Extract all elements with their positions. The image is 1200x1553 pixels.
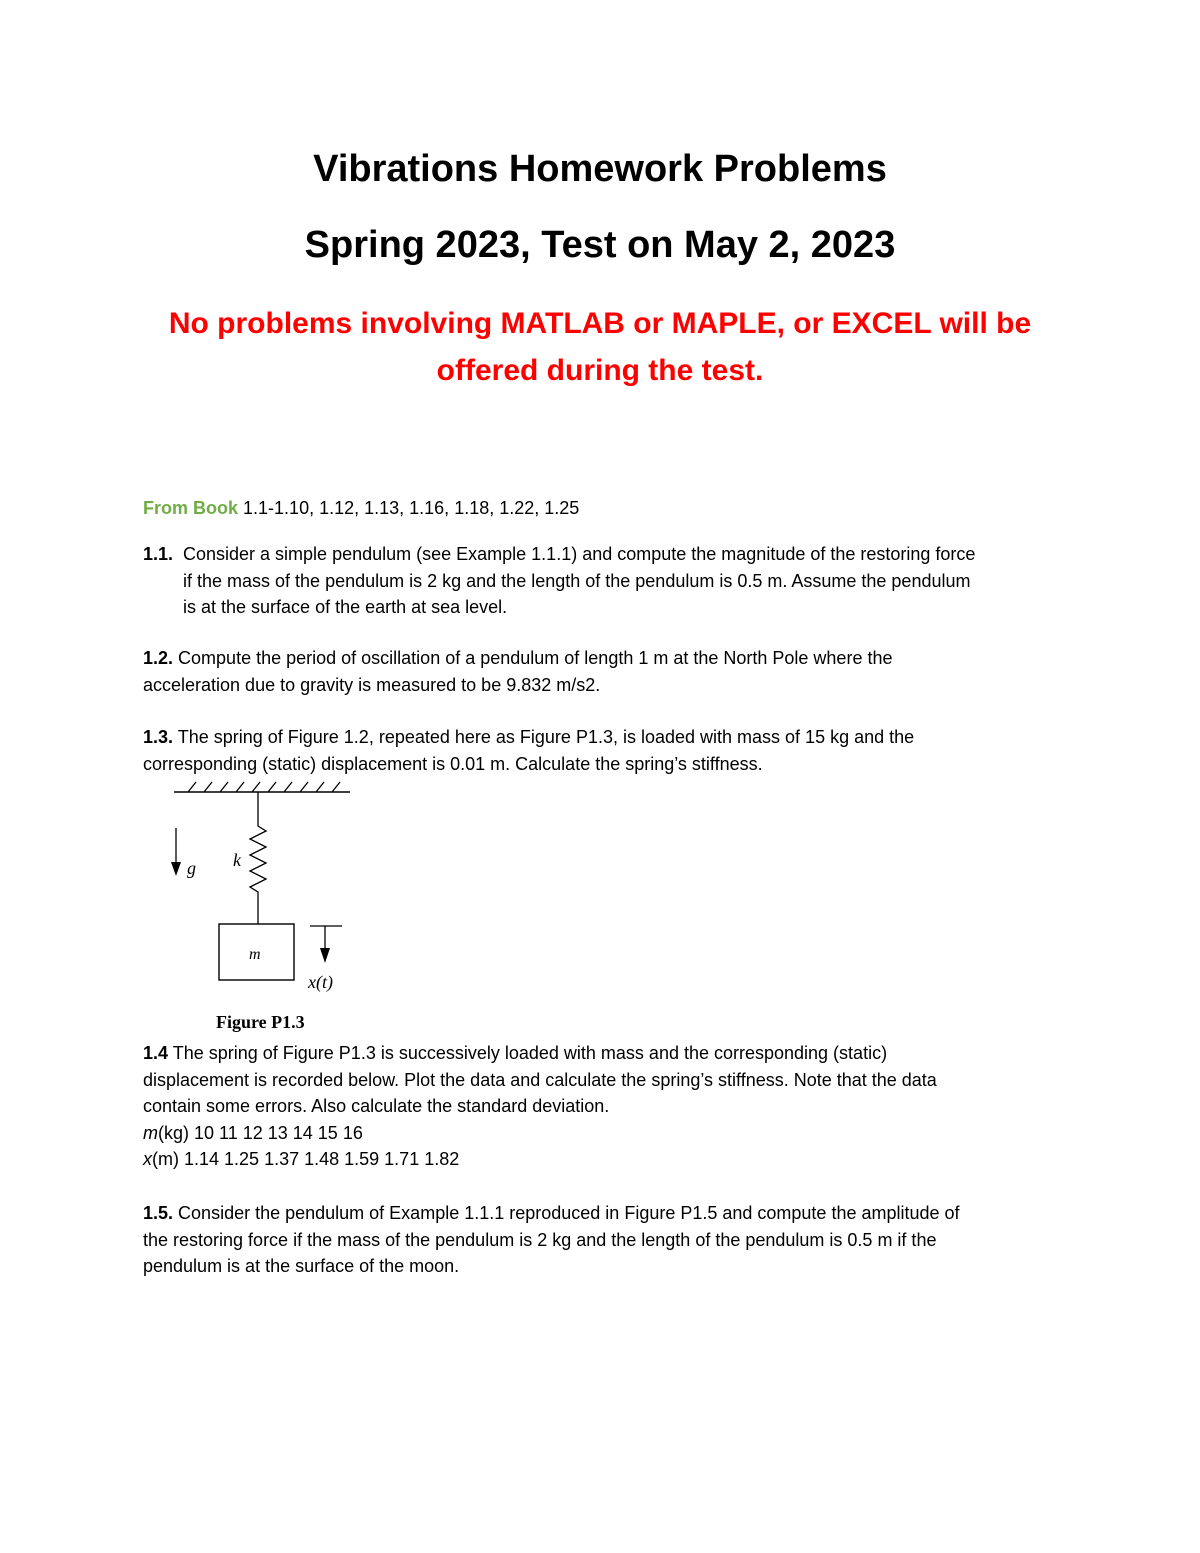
problem-text-line: if the mass of the pendulum is 2 kg and the length of the pendulum is 0.5 m. Assume the pendulum — [183, 570, 971, 591]
problem-number: 1.4 — [143, 1043, 169, 1063]
problem-text-line: contain some errors. Also calculate the standard deviation. — [143, 1096, 610, 1116]
problem-1-1 — [143, 541, 1063, 621]
gravity-arrow-head — [171, 862, 181, 876]
problem-text-line: The spring of Figure 1.2, repeated here as Figure P1.3, is loaded with mass of 15 kg and the — [177, 727, 915, 747]
from-book-label: From Book — [143, 498, 239, 518]
m-label: m — [249, 946, 261, 963]
mass-values: 10 11 12 13 14 15 16 — [194, 1122, 363, 1143]
mass-data-row — [143, 1120, 1063, 1147]
k-label: k — [233, 850, 241, 870]
warning-line-2: offered during the test. — [436, 354, 764, 387]
problem-number: 1.5. — [143, 1203, 174, 1223]
test-warning — [140, 300, 1060, 394]
displacement-unit: (m) — [152, 1149, 179, 1169]
problem-text-line: The spring of Figure P1.3 is successively loaded with mass and the corresponding (static) — [172, 1043, 888, 1063]
problem-1-5 — [143, 1200, 1063, 1280]
problem-text-line: corresponding (static) displacement is 0.01 m. Calculate the spring’s stiffness. — [143, 753, 763, 774]
problem-1-4 — [143, 1040, 1063, 1173]
displacement-variable: x — [143, 1149, 152, 1169]
displacement-values: 1.14 1.25 1.37 1.48 1.59 1.71 1.82 — [184, 1149, 460, 1169]
displacement-data-row — [143, 1146, 1063, 1173]
displacement-arrow-head — [320, 948, 330, 963]
figure-caption: Figure P1.3 — [216, 1012, 305, 1032]
page-title: Vibrations Homework Problems — [313, 148, 887, 190]
ceiling-hatch — [188, 782, 340, 792]
problem-text-line: is at the surface of the earth at sea level. — [183, 597, 508, 617]
spring — [250, 792, 266, 924]
x-label: x(t) — [308, 972, 333, 992]
figure-p1-3 — [160, 778, 390, 1045]
mass-variable: m — [143, 1122, 158, 1143]
problem-number: 1.3. — [143, 727, 174, 747]
spring-mass-diagram — [160, 778, 390, 1040]
problem-1-2 — [143, 645, 1063, 698]
problem-text-line: Consider a simple pendulum (see Example 1.1.1) and compute the magnitude of the restoring force — [183, 544, 976, 564]
problem-text-line: the restoring force if the mass of the pendulum is 2 kg and the length of the pendulum is 0.5 m if the — [143, 1229, 937, 1250]
problem-text-line: Compute the period of oscillation of a pendulum of length 1 m at the North Pole where the — [178, 648, 893, 668]
problem-text-line: Consider the pendulum of Example 1.1.1 reproduced in Figure P1.5 and compute the amplitude of — [178, 1203, 960, 1223]
g-label: g — [187, 858, 196, 878]
problem-number: 1.2. — [143, 648, 174, 668]
from-book-line — [143, 495, 1063, 522]
from-book-list: 1.1-1.10, 1.12, 1.13, 1.16, 1.18, 1.22, 1.25 — [243, 498, 580, 518]
problem-text-line: displacement is recorded below. Plot the data and calculate the spring’s stiffness. Note that the data — [143, 1069, 937, 1090]
problem-text-line: pendulum is at the surface of the moon. — [143, 1256, 460, 1276]
problem-text-line: acceleration due to gravity is measured to be 9.832 m/s2. — [143, 674, 601, 695]
mass-unit: (kg) — [158, 1122, 189, 1143]
problem-number: 1.1. — [143, 544, 174, 564]
problem-1-3 — [143, 724, 1063, 777]
page-subtitle: Spring 2023, Test on May 2, 2023 — [304, 224, 896, 266]
warning-line-1: No problems involving MATLAB or MAPLE, or EXCEL will be — [168, 307, 1032, 340]
